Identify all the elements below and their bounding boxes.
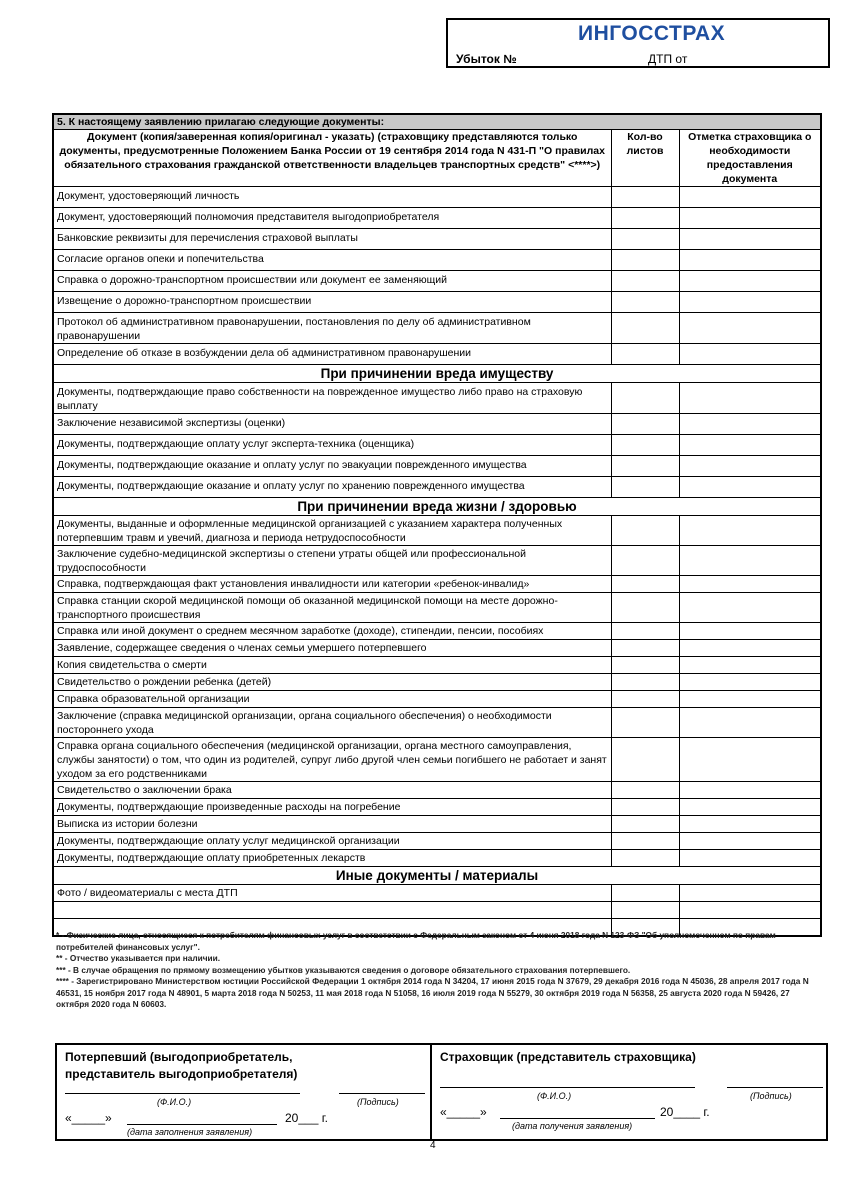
sheets-count-cell[interactable] [611, 546, 679, 576]
document-name: Документы, подтверждающие оплату услуг медицинской организации [53, 833, 611, 850]
group-title: Иные документы / материалы [53, 867, 821, 885]
table-row [53, 623, 821, 640]
sheets-count-cell[interactable] [611, 593, 679, 623]
table-row [53, 414, 821, 435]
table-row [53, 674, 821, 691]
insurer-mark-cell[interactable] [679, 816, 821, 833]
table-row [53, 456, 821, 477]
table-row [53, 833, 821, 850]
column-header-sheets: Кол-во листов [611, 130, 679, 187]
insurer-mark-cell[interactable] [679, 850, 821, 867]
page-number: 4 [430, 1140, 436, 1151]
document-name: Справка органа социального обеспечения (медицинской организации, органа местного самоуправления, службы занятости) о том, что один из родителей, супруг либо другой член семьи погибшего не работает и занят уходом за его родственниками [53, 738, 611, 782]
document-name: Документы, подтверждающие право собственности на поврежденное имущество либо право на страховую выплату [53, 383, 611, 414]
date-day[interactable]: «_____» [440, 1105, 487, 1119]
insurer-mark-cell[interactable] [679, 292, 821, 313]
document-name: Определение об отказе в возбуждении дела об административном правонарушении [53, 344, 611, 365]
column-header-insurer-mark: Отметка страховщика о необходимости предоставления документа [679, 130, 821, 187]
insurer-mark-cell[interactable] [679, 691, 821, 708]
insurer-mark-cell[interactable] [679, 456, 821, 477]
group-header [53, 867, 821, 885]
document-name: Выписка из истории болезни [53, 816, 611, 833]
fio-caption: (Ф.И.О.) [157, 1097, 192, 1107]
insurer-mark-cell[interactable] [679, 435, 821, 456]
document-name: Извещение о дорожно-транспортном происшествии [53, 292, 611, 313]
table-row [53, 292, 821, 313]
table-row [53, 885, 821, 902]
document-name: Свидетельство о заключении брака [53, 782, 611, 799]
sheets-count-cell[interactable] [611, 833, 679, 850]
document-name [53, 902, 611, 919]
document-name: Документ, удостоверяющий полномочия представителя выгодоприобретателя [53, 208, 611, 229]
signature-block [55, 1043, 828, 1141]
document-name: Протокол об административном правонарушении, постановления по делу об административном правонарушении [53, 313, 611, 344]
document-name: Справка о дорожно-транспортном происшествии или документ ее заменяющий [53, 271, 611, 292]
insurer-mark-cell[interactable] [679, 674, 821, 691]
sheets-count-cell[interactable] [611, 657, 679, 674]
sheets-count-cell[interactable] [611, 708, 679, 738]
footnote: * - Физические лица, относящиеся к потребителям финансовых услуг в соответствии с Федеральным законом от 4 июня 2018 года N 123-ФЗ "Об уполномоченном по правам потребителей финансовых услуг". [56, 930, 776, 952]
insurer-mark-cell[interactable] [679, 738, 821, 782]
insurer-mark-cell[interactable] [679, 187, 821, 208]
sheets-count-cell[interactable] [611, 902, 679, 919]
victim-signature [57, 1045, 432, 1139]
document-name: Банковские реквизиты для перечисления страховой выплаты [53, 229, 611, 250]
date-day[interactable]: «_____» [65, 1111, 112, 1125]
sheets-count-cell[interactable] [611, 816, 679, 833]
sheets-count-cell[interactable] [611, 738, 679, 782]
header-box [446, 18, 830, 68]
sheets-count-cell[interactable] [611, 516, 679, 546]
table-row [53, 229, 821, 250]
table-row [53, 657, 821, 674]
date-caption: (дата получения заявления) [512, 1121, 633, 1131]
table-row [53, 383, 821, 414]
insurer-signature [432, 1045, 826, 1139]
table-row [53, 902, 821, 919]
sheets-count-cell[interactable] [611, 383, 679, 414]
document-name: Заключение судебно-медицинской экспертизы о степени утраты общей или профессиональной трудоспособности [53, 546, 611, 576]
document-name: Документы, подтверждающие оплату приобретенных лекарств [53, 850, 611, 867]
document-name: Документы, подтверждающие оказание и оплату услуг по хранению поврежденного имущества [53, 477, 611, 498]
table-row [53, 546, 821, 576]
group-title: При причинении вреда имуществу [53, 365, 821, 383]
insurer-mark-cell[interactable] [679, 344, 821, 365]
table-row [53, 344, 821, 365]
sheets-count-cell[interactable] [611, 271, 679, 292]
insurer-mark-cell[interactable] [679, 902, 821, 919]
sheets-count-cell[interactable] [611, 691, 679, 708]
sign-caption: (Подпись) [357, 1097, 399, 1107]
documents-table [52, 113, 822, 937]
footnotes [56, 930, 822, 1011]
column-header-document: Документ (копия/заверенная копия/оригинал - указать) (страховщику представляются только документы, предусмотренные Положением Банка России от 19 сентября 2014 года N 431-П "О правилах обязательного страхования гражданской ответственности владельцев транспортных средств" <****>) [53, 130, 611, 187]
insurer-mark-cell[interactable] [679, 208, 821, 229]
victim-title: Потерпевший (выгодоприобретатель, представитель выгодоприобретателя) [65, 1050, 298, 1081]
group-header [53, 498, 821, 516]
document-name: Документы, подтверждающие оплату услуг эксперта-техника (оценщика) [53, 435, 611, 456]
insurer-mark-cell[interactable] [679, 640, 821, 657]
sheets-count-cell[interactable] [611, 782, 679, 799]
date-caption: (дата заполнения заявления) [127, 1127, 253, 1137]
ingosstrakh-logo: ИНГОССТРАХ [578, 22, 726, 45]
sheets-count-cell[interactable] [611, 344, 679, 365]
document-name: Согласие органов опеки и попечительства [53, 250, 611, 271]
table-row [53, 850, 821, 867]
table-row [53, 816, 821, 833]
sheets-count-cell[interactable] [611, 640, 679, 657]
sheets-count-cell[interactable] [611, 477, 679, 498]
date-year[interactable]: 20____ г. [660, 1105, 710, 1119]
sheets-count-cell[interactable] [611, 885, 679, 902]
sheets-count-cell[interactable] [611, 799, 679, 816]
sheets-count-cell[interactable] [611, 250, 679, 271]
table-row [53, 799, 821, 816]
insurer-mark-cell[interactable] [679, 383, 821, 414]
table-row [53, 435, 821, 456]
insurer-mark-cell[interactable] [679, 576, 821, 593]
insurer-mark-cell[interactable] [679, 593, 821, 623]
sheets-count-cell[interactable] [611, 313, 679, 344]
insurer-mark-cell[interactable] [679, 516, 821, 546]
document-name: Документ, удостоверяющий личность [53, 187, 611, 208]
sheets-count-cell[interactable] [611, 229, 679, 250]
insurer-mark-cell[interactable] [679, 271, 821, 292]
table-row [53, 516, 821, 546]
table-row [53, 576, 821, 593]
document-name: Документы, выданные и оформленные медицинской организацией с указанием характера полученных потерпевшим травм и увечий, диагноза и периода нетрудоспособности [53, 516, 611, 546]
insurer-mark-cell[interactable] [679, 708, 821, 738]
insurer-mark-cell[interactable] [679, 250, 821, 271]
table-row [53, 640, 821, 657]
document-name: Свидетельство о рождении ребенка (детей) [53, 674, 611, 691]
loss-number-label: Убыток № [456, 52, 517, 66]
table-row [53, 477, 821, 498]
footnote: ** - Отчество указывается при наличии. [56, 953, 221, 963]
sheets-count-cell[interactable] [611, 456, 679, 477]
sheets-count-cell[interactable] [611, 576, 679, 593]
sheets-count-cell[interactable] [611, 208, 679, 229]
document-name: Фото / видеоматериалы с места ДТП [53, 885, 611, 902]
insurer-mark-cell[interactable] [679, 885, 821, 902]
sheets-count-cell[interactable] [611, 623, 679, 640]
sheets-count-cell[interactable] [611, 850, 679, 867]
insurer-mark-cell[interactable] [679, 546, 821, 576]
sheets-count-cell[interactable] [611, 187, 679, 208]
table-row [53, 271, 821, 292]
insurer-mark-cell[interactable] [679, 799, 821, 816]
footnote: **** - Зарегистрировано Министерством юстиции Российской Федерации 1 октября 2014 года N 34204, 17 июня 2015 года N 37679, 29 декабря 2016 года N 45036, 28 апреля 2017 года N 46531, 15 ноября 2017 года N 48901, 5 марта 2018 года N 50253, 11 мая 2018 года N 51058, 16 июля 2019 года N 55279, 30 октября 2019 года N 56358, 25 августа 2020 года N 59426, 27 октября 2020 года N 60603. [56, 976, 809, 1009]
footnote: *** - В случае обращения по прямому возмещению убытков указываются сведения о договоре обязательного страхования потерпевшего. [56, 964, 631, 975]
insurer-mark-cell[interactable] [679, 229, 821, 250]
document-name: Заключение независимой экспертизы (оценки) [53, 414, 611, 435]
insurer-mark-cell[interactable] [679, 782, 821, 799]
document-name: Справка образовательной организации [53, 691, 611, 708]
document-name: Документы, подтверждающие оказание и оплату услуг по эвакуации поврежденного имущества [53, 456, 611, 477]
insurer-mark-cell[interactable] [679, 414, 821, 435]
table-row [53, 187, 821, 208]
insurer-mark-cell[interactable] [679, 477, 821, 498]
sheets-count-cell[interactable] [611, 292, 679, 313]
table-row [53, 593, 821, 623]
document-name: Справка или иной документ о среднем месячном заработке (доходе), стипендии, пенсии, пособиях [53, 623, 611, 640]
group-title: При причинении вреда жизни / здоровью [53, 498, 821, 516]
dtp-date-label: ДТП от [648, 52, 688, 66]
table-row [53, 208, 821, 229]
insurer-mark-cell[interactable] [679, 657, 821, 674]
insurer-mark-cell[interactable] [679, 623, 821, 640]
document-name: Заключение (справка медицинской организации, органа социального обеспечения) о необходимости постороннего ухода [53, 708, 611, 738]
document-name: Копия свидетельства о смерти [53, 657, 611, 674]
insurer-mark-cell[interactable] [679, 833, 821, 850]
sign-caption: (Подпись) [750, 1091, 792, 1101]
insurer-title: Страховщик (представитель страховщика) [440, 1050, 696, 1064]
table-row [53, 738, 821, 782]
table-row [53, 782, 821, 799]
document-name: Справка, подтверждающая факт установления инвалидности или категории «ребенок-инвалид» [53, 576, 611, 593]
fio-caption: (Ф.И.О.) [537, 1091, 572, 1101]
sheets-count-cell[interactable] [611, 435, 679, 456]
date-year[interactable]: 20___ г. [285, 1111, 328, 1125]
table-row [53, 691, 821, 708]
sheets-count-cell[interactable] [611, 674, 679, 691]
document-name: Справка станции скорой медицинской помощи об оказанной медицинской помощи на месте дорожно-транспортного происшествия [53, 593, 611, 623]
table-row [53, 313, 821, 344]
group-header [53, 365, 821, 383]
sheets-count-cell[interactable] [611, 414, 679, 435]
table-row [53, 708, 821, 738]
document-name: Документы, подтверждающие произведенные расходы на погребение [53, 799, 611, 816]
section-title: 5. К настоящему заявлению прилагаю следующие документы: [53, 114, 821, 130]
document-name: Заявление, содержащее сведения о членах семьи умершего потерпевшего [53, 640, 611, 657]
table-row [53, 250, 821, 271]
insurer-mark-cell[interactable] [679, 313, 821, 344]
